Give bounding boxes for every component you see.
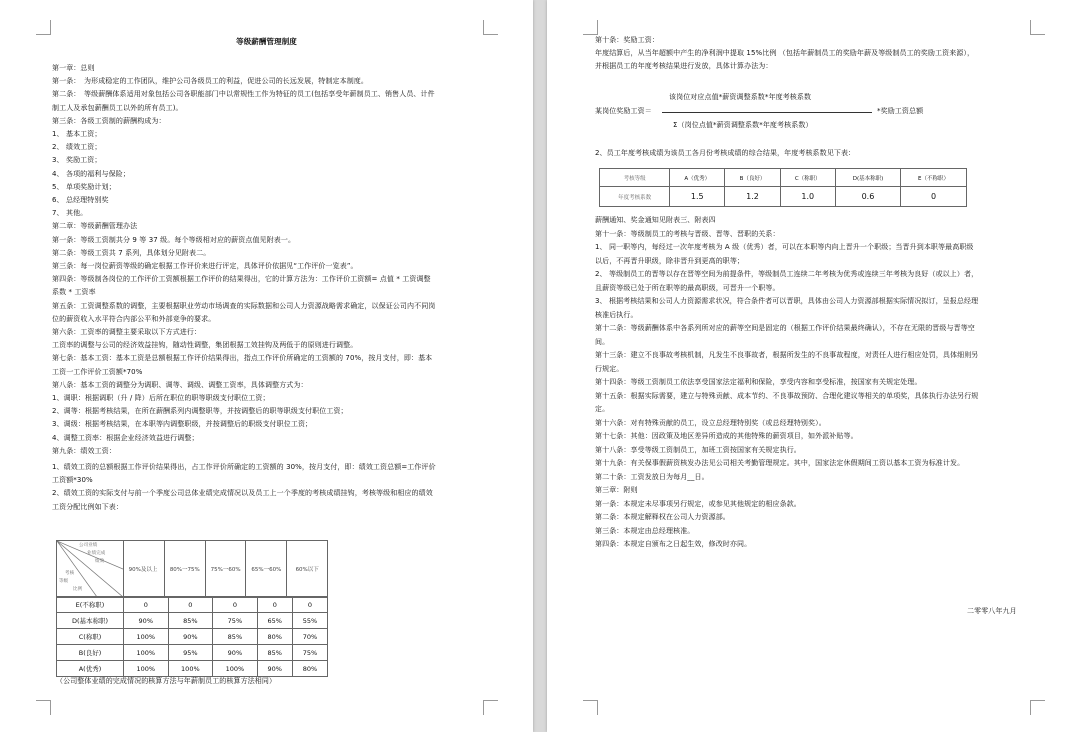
value-cell: 85% bbox=[168, 613, 213, 629]
page1-line: 第七条：基本工资：基本工资是总额根据工作评价结果得出，指点工作评价所确定的工资额的 70%，按月支付，即：基本 bbox=[52, 354, 433, 363]
page2-line: 薪酬通知、奖金通知见附表三、附表四 bbox=[595, 216, 716, 224]
page2-line: 第一条：本规定未尽事项另行规定，或参见其他规定的相应条款。 bbox=[595, 499, 801, 508]
page2-line: 第十六条：对有特殊贡献的员工，设立总经理特别奖（或总经理特别奖）。 bbox=[595, 418, 826, 427]
value-cell: 65% bbox=[257, 613, 292, 629]
crop-mark-top-right bbox=[483, 20, 498, 35]
page1-line: 3、调级：根据考核结果，在本职等内调整职级，并按调整后的职级支付职位工资； bbox=[52, 420, 313, 429]
page2-line: 第十四条：等级工资制员工依法享受国家法定福利和保险，享受内容和享受标准，按国家有关规定处理。 bbox=[595, 378, 922, 386]
page2-line: 1、 同一职等内，每经过一次年度考核为 A 级（优秀）者，可以在本职等内向上晋升一个职级；当晋升到本职等最高职级 bbox=[595, 243, 974, 251]
diag-label: 比例 bbox=[73, 587, 83, 592]
value-cell: 90% bbox=[124, 613, 169, 629]
document-title: 等级薪酬管理制度 bbox=[236, 37, 297, 46]
grade-cell: E(不称职) bbox=[57, 597, 124, 613]
page1-line: 第八条：基本工资的调整分为调职、调等、调级、调整工资率，具体调整方式为： bbox=[52, 380, 308, 389]
coef-value-cell: 0 bbox=[900, 187, 966, 207]
formula-numerator: 该岗位对应点值*薪资调整系数*年度考核系数 bbox=[669, 93, 812, 101]
table-row bbox=[57, 597, 328, 613]
page1-line: 1、调职：根据调职（升 / 降）后所在职位的职等职级支付职位工资； bbox=[52, 394, 270, 402]
page1-line: 第二条： 等级薪酬体系适用对象包括公司各职能部门中以常规性工作为特征的员工(包括享受年薪制员工、销售人员、计件 bbox=[52, 90, 435, 99]
page1-line: 第二章：等级薪酬管理办法 bbox=[52, 222, 138, 231]
page1-line: 2、调等：根据考核结果，在所在薪酬系列内调整职等，并按调整后的职等职级支付职位工资； bbox=[52, 407, 348, 416]
page2-line: 第十条：奖励工资： bbox=[595, 36, 659, 44]
page2-line: 第四条：本规定自颁布之日起生效，修改时亦同。 bbox=[595, 540, 752, 548]
page1-line: 第六条：工资率的调整主要采取以下方式进行： bbox=[52, 328, 202, 336]
crop-mark-bottom-left bbox=[583, 700, 598, 715]
coef-value-cell: 1.2 bbox=[725, 187, 780, 207]
page1-line: 第三条：各级工资制的薪酬构成为： bbox=[52, 116, 166, 125]
page1-line: 2、绩效工资的实际支付与前一个季度公司总体业绩完成情况以及员工上一个季度的考核成绩挂钩，考核等级和相应的绩效 bbox=[52, 489, 433, 498]
formula-right: *奖励工资总额 bbox=[877, 107, 924, 115]
page1-line: 位的薪资收入水平符合内部公平和外部竞争的要求。 bbox=[52, 314, 216, 323]
page1-line: 3、 奖励工资； bbox=[52, 156, 102, 165]
perf-header-cell: 90%及以上 bbox=[128, 567, 158, 573]
page1-line: 第一条：等级工资制共分 9 等 37 级。每个等级相对应的薪资点值见附表一。 bbox=[52, 235, 296, 244]
value-cell: 85% bbox=[257, 645, 292, 661]
page2-line: 第三章：附则 bbox=[595, 486, 638, 494]
page2-line: 2、 等级制员工的晋等以存在晋等空间为前提条件，等级制员工连续二年考核为优秀或连续三年考核为良好（或以上）者， bbox=[595, 270, 979, 278]
crop-mark-bottom-right bbox=[1030, 700, 1045, 715]
page2-line: 定。 bbox=[595, 405, 610, 413]
page2-line: 第十五条：根据实际需要，建立与特殊贡献、成本节约、不良事故预防、合理化建议等相关的单项奖，具体执行办法另行规 bbox=[595, 391, 979, 400]
coef-header-cell: 考核等级 bbox=[600, 169, 670, 187]
diag-label: 等级 bbox=[59, 579, 69, 584]
coefficient-table bbox=[599, 168, 967, 207]
diagonal-header-cell bbox=[56, 540, 328, 598]
table-row bbox=[57, 661, 328, 677]
page1-line: 第一条： 为形成稳定的工作团队，维护公司各级员工的利益，促进公司的长远发展，特制定本制度。 bbox=[52, 77, 368, 86]
coef-value-cell: 1.0 bbox=[780, 187, 835, 207]
diag-label: 公司业绩 bbox=[79, 543, 98, 548]
value-cell: 100% bbox=[124, 661, 169, 677]
coef-value-cell: 1.5 bbox=[670, 187, 725, 207]
perf-header-cell: 75%一60% bbox=[205, 541, 246, 597]
value-cell: 100% bbox=[124, 645, 169, 661]
page2-line: 第十二条：等级薪酬体系中各系列所对应的薪等空间是固定的（根据工作评价结果最终确认），不存在无限的晋级与晋等空 bbox=[595, 324, 975, 332]
page2-line: 3、 根据考核结果和公司人力资源需求状况，符合条件者可以晋职，具体由公司人力资源部根据实际情况拟订，呈报总经理 bbox=[595, 297, 979, 305]
page2-line: 行规定。 bbox=[595, 364, 624, 373]
page1-line: 系数 * 工资率 bbox=[52, 288, 96, 297]
coef-header-cell: B（良好） bbox=[725, 169, 780, 187]
page2-line: 第十七条：其他：因政策及地区差异所造成的其他特殊的薪资项目，如外派补贴等。 bbox=[595, 432, 858, 440]
coef-header-cell: A（优秀） bbox=[670, 169, 725, 187]
grade-cell: C(称职) bbox=[57, 629, 124, 645]
value-cell: 90% bbox=[213, 645, 258, 661]
crop-mark-top-left bbox=[583, 20, 598, 35]
value-cell: 95% bbox=[168, 645, 213, 661]
table-row bbox=[57, 629, 328, 645]
page2-line: 第十三条：建立不良事故考核机制，凡发生不良事故者，根据所发生的不良事故程度，对责任人进行相应处罚，具体细则另 bbox=[595, 351, 979, 359]
value-cell: 75% bbox=[213, 613, 258, 629]
value-cell: 85% bbox=[213, 629, 258, 645]
page1-line: 工资一工作评价工资额*70% bbox=[52, 367, 143, 376]
value-cell: 90% bbox=[168, 629, 213, 645]
page2-line: 第十一条：等级制员工的考核与晋级、晋等、晋职的关系： bbox=[595, 229, 780, 238]
perf-header-cell: 65%一60% bbox=[245, 541, 286, 597]
coefficient-intro: 2、员工年度考核成绩为该员工各月份考核成绩的综合结果，年度考核系数见下表： bbox=[595, 149, 856, 157]
page1-line: 第九条：绩效工资： bbox=[52, 446, 116, 455]
crop-mark-top-left bbox=[36, 20, 51, 35]
page2-line: 第二十条：工资发放日为每月__日。 bbox=[595, 472, 709, 481]
page1-line: 第三条：每一岗位薪资等级的确定根据工作评价来进行评定，具体评价依据见“工作评价一览表”。 bbox=[52, 262, 358, 270]
crop-mark-bottom-left bbox=[36, 700, 51, 715]
diag-label: 业绩完成 bbox=[87, 551, 106, 556]
value-cell: 70% bbox=[292, 629, 327, 645]
page2-line: 并根据员工的年度考核结果进行发放，具体计算办法为： bbox=[595, 62, 773, 70]
value-cell: 0 bbox=[292, 597, 327, 613]
document-date: 二零零八年九月 bbox=[967, 607, 1017, 615]
value-cell: 80% bbox=[292, 661, 327, 677]
crop-mark-bottom-right bbox=[483, 700, 498, 715]
page1-line: 7、 其他。 bbox=[52, 209, 88, 218]
grade-cell: B(良好) bbox=[57, 645, 124, 661]
grade-cell: A(优秀) bbox=[57, 661, 124, 677]
page2-line: 年度结算后，从当年超额中产生的净利润中提取 15%比例 （包括年薪制员工的奖励年薪及等级制员工的奖励工资来源）， bbox=[595, 49, 975, 57]
page1-line: 2、 绩效工资； bbox=[52, 143, 102, 152]
page1-line: 第一章：总则 bbox=[52, 64, 95, 72]
page2-line: 且薪资等级已处于所在职等的最高职级，可晋升一个职等。 bbox=[595, 283, 780, 292]
page1-line: 5、 单项奖励计划； bbox=[52, 182, 116, 191]
value-cell: 0 bbox=[257, 597, 292, 613]
page1-line: 4、 各项的福利与保险； bbox=[52, 169, 130, 178]
value-cell: 90% bbox=[257, 661, 292, 677]
crop-mark-top-right bbox=[1030, 20, 1045, 35]
document-page-2 bbox=[547, 0, 1080, 732]
page2-line: 第十九条：有关保事假薪资核发办法见公司相关考勤管理规定。其中，国家法定休假期间工资以基本工资为标准计发。 bbox=[595, 459, 965, 467]
value-cell: 75% bbox=[292, 645, 327, 661]
value-cell: 100% bbox=[213, 661, 258, 677]
page1-line: 工资率的调整与公司的经济效益挂钩，随动性调整，集团根据工效挂钩及两低于的原则进行调整。 bbox=[52, 341, 358, 350]
page2-line: 间。 bbox=[595, 337, 610, 346]
formula-left: 某岗位奖励工资＝ bbox=[595, 107, 652, 115]
page2-line: 第十八条：享受等级工资制员工，加班工资按国家有关规定执行。 bbox=[595, 445, 801, 454]
coef-value-cell: 0.6 bbox=[835, 187, 900, 207]
table-row bbox=[57, 645, 328, 661]
page1-line: 工资额*30% bbox=[52, 476, 93, 485]
value-cell: 80% bbox=[257, 629, 292, 645]
coef-value-row bbox=[600, 187, 967, 207]
coef-row-label: 年度考核系数 bbox=[600, 187, 670, 207]
table-note: （公司整体业绩的完成情况的核算方法与年薪制员工的核算方法相同） bbox=[56, 677, 277, 685]
coef-header-cell: D(基本称职) bbox=[835, 169, 900, 187]
diag-label: 考核 bbox=[65, 571, 75, 576]
value-cell: 100% bbox=[168, 661, 213, 677]
coef-header-row bbox=[600, 169, 967, 187]
grade-cell: D(基本称职) bbox=[57, 613, 124, 629]
coef-header-cell: C（称职） bbox=[780, 169, 835, 187]
page2-line: 核准后执行。 bbox=[595, 310, 638, 319]
page1-line: 6、 总经理特别奖 bbox=[52, 196, 109, 204]
fraction-bar bbox=[662, 112, 872, 113]
page1-line: 第五条：工资调整系数的调整，主要根据职业劳动市场调查的实际数据和公司人力资源战略需求确定，以保证公司内不同岗 bbox=[52, 301, 436, 310]
value-cell: 0 bbox=[124, 597, 169, 613]
perf-header-cell: 60%以下 bbox=[286, 541, 327, 597]
page1-line: 4、调整工资率：根据企业经济效益进行调整； bbox=[52, 433, 199, 442]
page1-line: 第四条：等级制各岗位的工作评价工资额根据工作评价的结果得出，它的计算方法为：工作评价工资额= 点值 * 工资调整 bbox=[52, 275, 431, 284]
table-row bbox=[57, 613, 328, 629]
value-cell: 100% bbox=[124, 629, 169, 645]
document-page-1 bbox=[0, 0, 533, 732]
value-cell: 0 bbox=[213, 597, 258, 613]
page1-line: 1、绩效工资的总额根据工作评价结果得出，占工作评价所确定的工资额的 30%，按月支付，即：绩效工资总额=工作评价 bbox=[52, 463, 436, 471]
page1-line: 1、 基本工资； bbox=[52, 130, 102, 138]
page2-line: 第三条：本规定由总经理核准。 bbox=[595, 526, 695, 535]
diagonal-lines bbox=[57, 541, 123, 597]
page2-line: 第二条：本规定解释权在公司人力资源部。 bbox=[595, 513, 730, 521]
page2-line: 以后，不再晋升职级，除非晋升到更高的职等； bbox=[595, 256, 745, 265]
page1-line: 第二条：等级工资共 7 系列，具体划分见附表二。 bbox=[52, 248, 211, 257]
value-cell: 0 bbox=[168, 597, 213, 613]
formula-denominator: Σ（岗位点值*薪资调整系数*年度考核系数） bbox=[673, 121, 813, 129]
page1-line: 工资分配比例如下表： bbox=[52, 502, 123, 511]
performance-table bbox=[56, 596, 328, 677]
value-cell: 55% bbox=[292, 613, 327, 629]
page1-line: 制工人及承包薪酬员工以外的所有员工)。 bbox=[52, 103, 183, 112]
diag-label: 绩效 bbox=[95, 559, 105, 564]
perf-header-cell: 80%一75% bbox=[164, 541, 205, 597]
coef-header-cell: E（不称职） bbox=[900, 169, 966, 187]
